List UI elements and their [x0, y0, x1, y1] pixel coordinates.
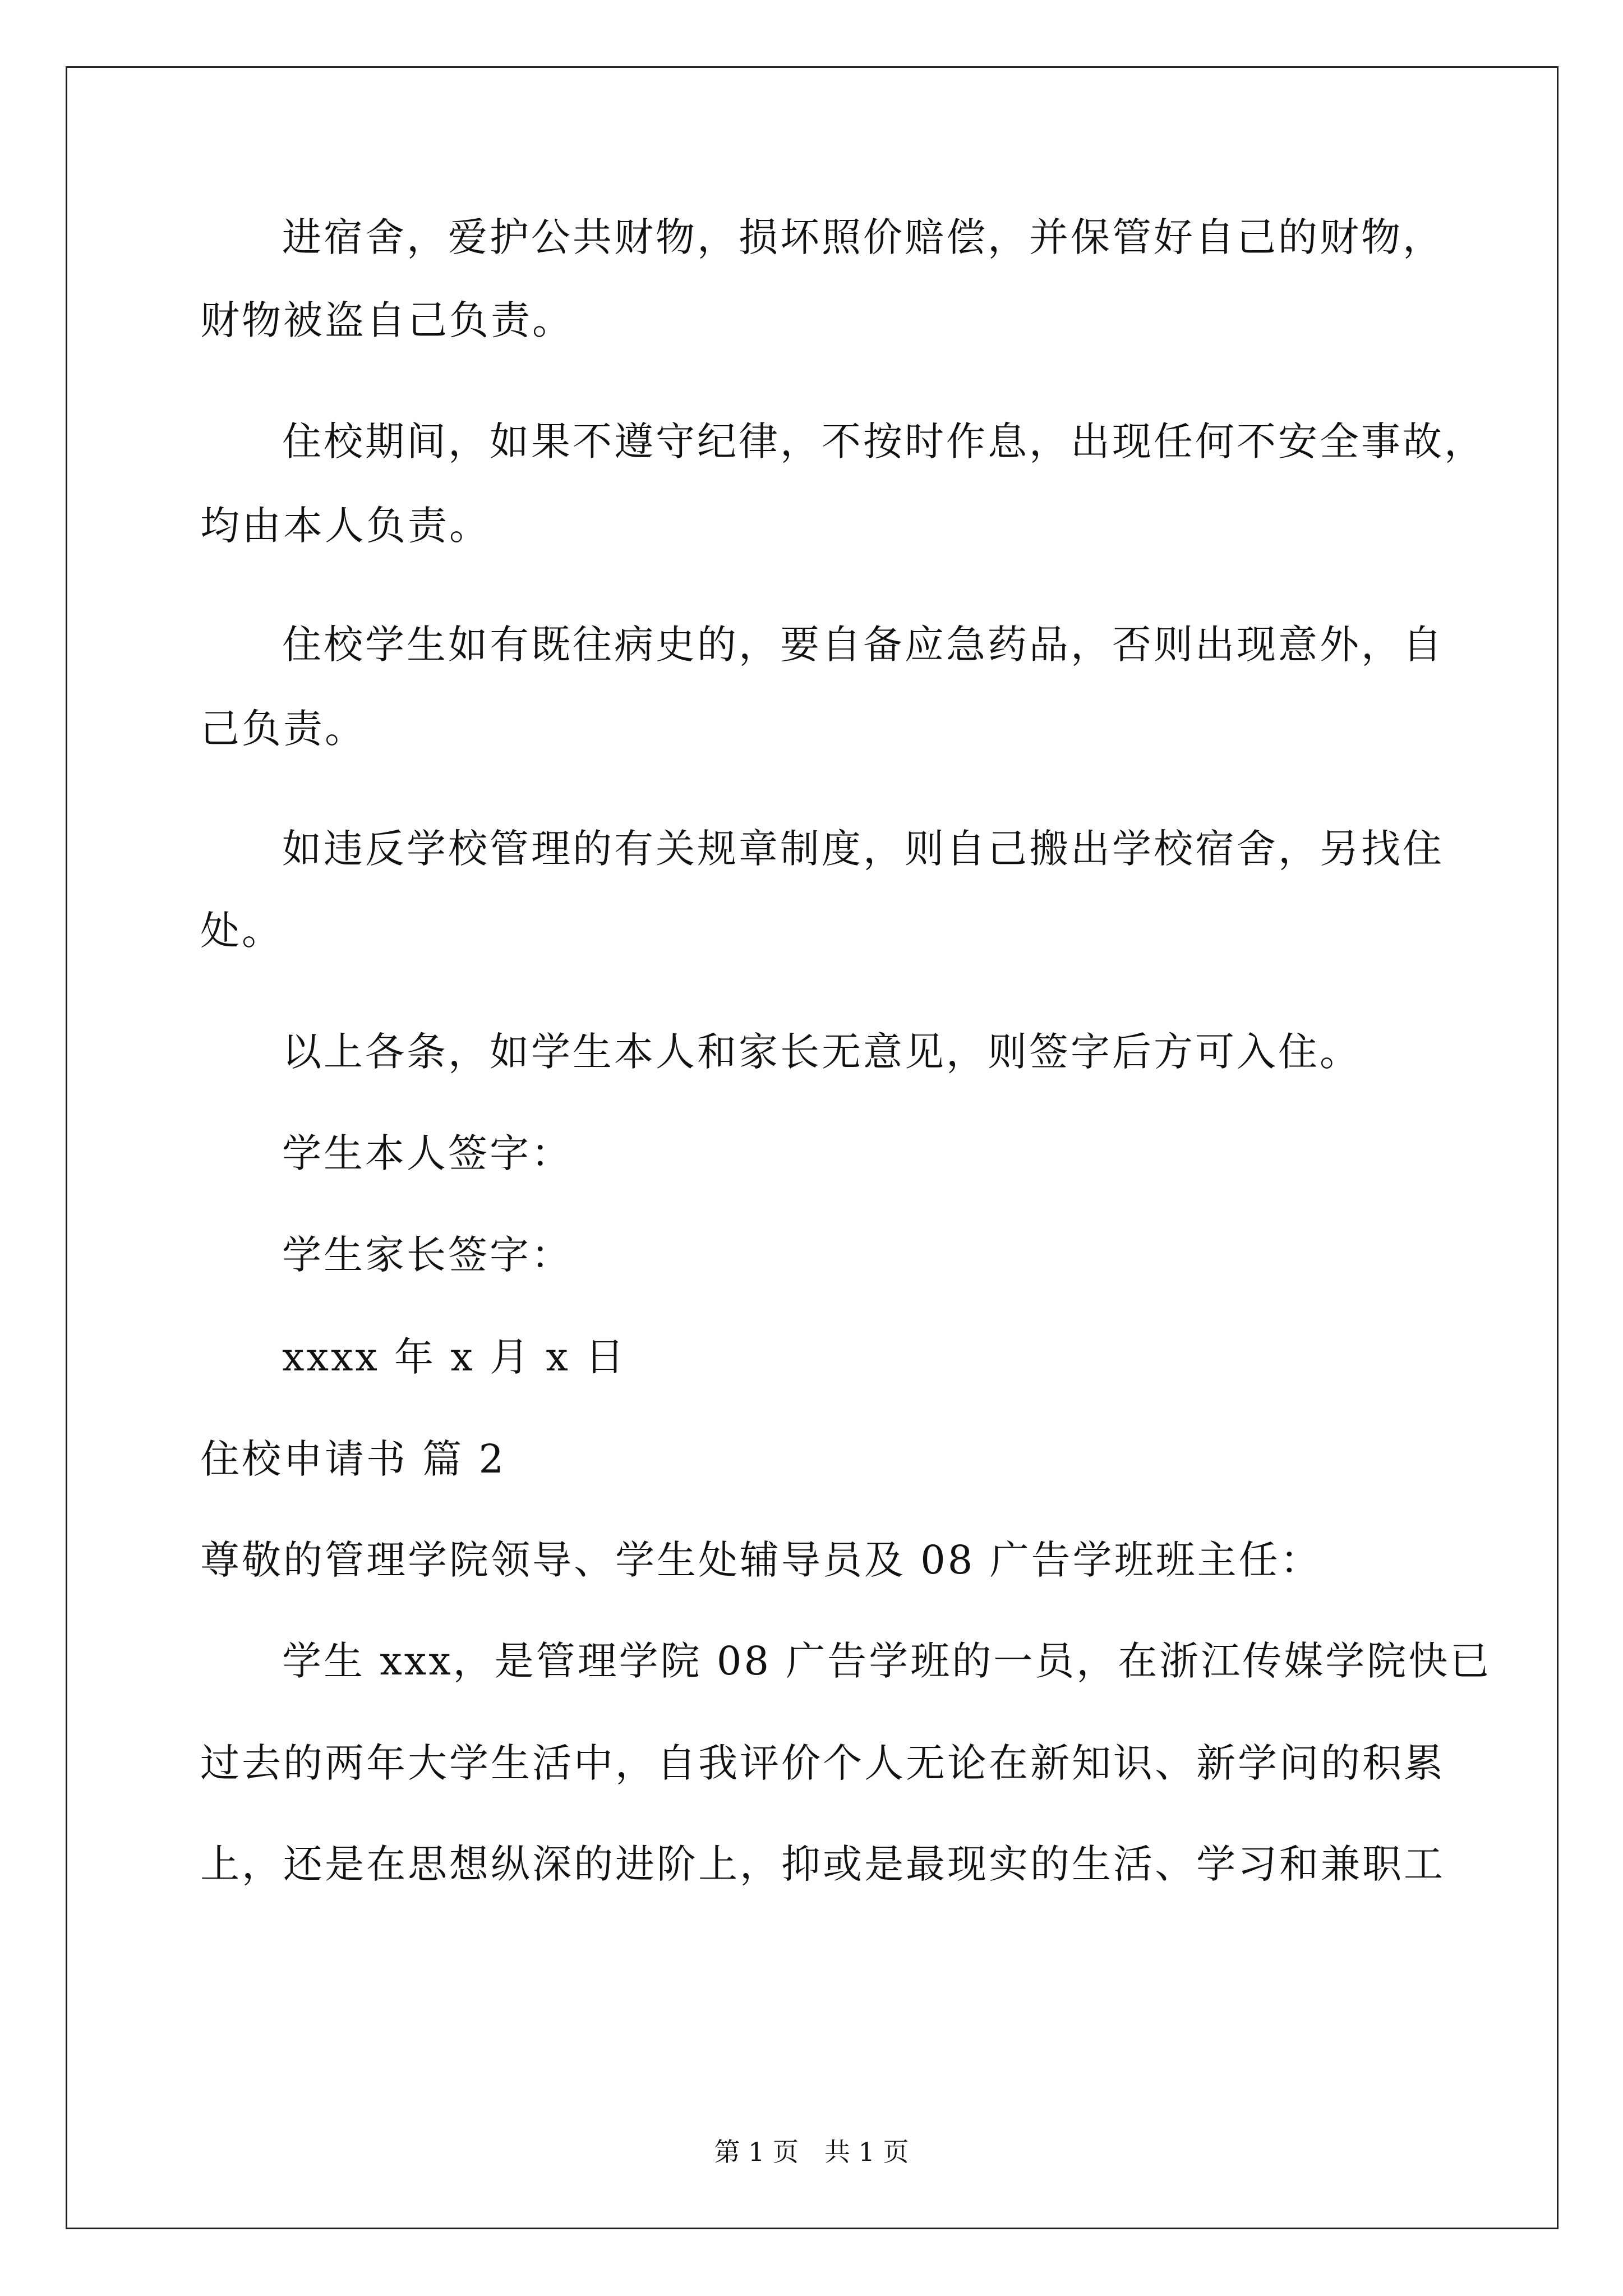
paragraph-line: 均由本人负责。 [200, 503, 491, 549]
paragraph-line: 财物被盗自己负责。 [200, 297, 574, 343]
paragraph-line: 住校学生如有既往病史的，要自备应急药品，否则出现意外，自 [282, 622, 1444, 668]
date-line: xxxx 年 x 月 x 日 [282, 1334, 627, 1380]
paragraph-line: 上，还是在思想纵深的进阶上，抑或是最现实的生活、学习和兼职工 [200, 1841, 1445, 1887]
signature-line-parent: 学生家长签字： [282, 1232, 573, 1278]
paragraph-line: 学生 xxx，是管理学院 08 广告学班的一员，在浙江传媒学院快已 [282, 1638, 1492, 1684]
paragraph-line: 己负责。 [200, 706, 366, 752]
paragraph-line: 进宿舍，爱护公共财物，损坏照价赔偿，并保管好自己的财物， [282, 214, 1444, 260]
paragraph-line: 过去的两年大学生活中，自我评价个人无论在新知识、新学问的积累 [200, 1740, 1445, 1786]
paragraph-line: 住校期间，如果不遵守纪律，不按时作息，出现任何不安全事故， [282, 418, 1486, 464]
paragraph-line: 以上各条，如学生本人和家长无意见，则签字后方可入住。 [282, 1029, 1361, 1075]
section-heading: 住校申请书 篇 2 [200, 1436, 506, 1482]
signature-line-student: 学生本人签字： [282, 1130, 573, 1176]
paragraph-line: 处。 [200, 908, 283, 954]
paragraph-line: 如违反学校管理的有关规章制度，则自己搬出学校宿舍，另找住 [282, 826, 1444, 872]
page-footer: 第 1 页 共 1 页 [714, 2137, 909, 2167]
salutation: 尊敬的管理学院领导、学生处辅导员及 08 广告学班班主任： [200, 1537, 1322, 1583]
